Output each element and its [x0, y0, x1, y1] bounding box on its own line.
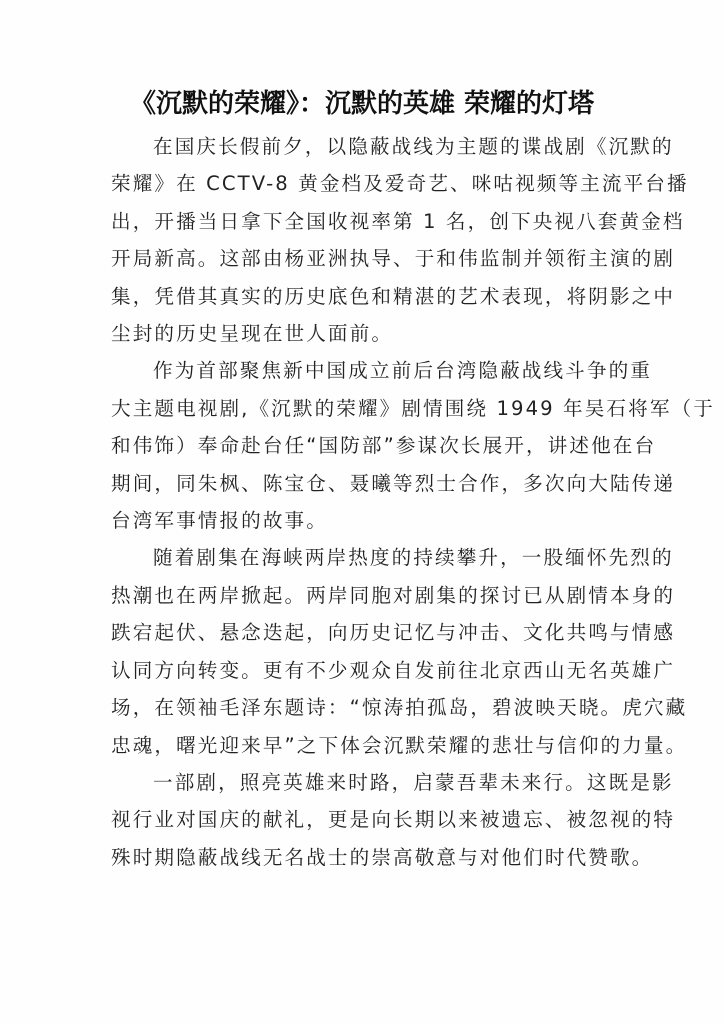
text-line: 集，凭借其真实的历史底色和精湛的艺术表现，将阴影之中 — [111, 284, 676, 308]
text-line: 忠魂，曙光迎来早”之下体会沉默荣耀的悲壮与信仰的力量。 — [111, 733, 688, 757]
text-line: 出，开播当日拿下全国收视率第 1 名，创下央视八套黄金档 — [111, 209, 685, 233]
text-line: 开局新高。这部由杨亚洲执导、于和伟监制并领衔主演的剧 — [111, 247, 676, 271]
paragraph-3 — [111, 539, 688, 763]
text-line: 和伟饰）奉命赴台任“国防部”参谋次长展开，讲述他在台 — [111, 434, 657, 458]
text-line: 跌宕起伏、悬念迭起，向历史记忆与冲击、文化共鸣与情感 — [111, 621, 676, 645]
text-line: 热潮也在两岸掀起。两岸同胞对剧集的探讨已从剧情本身的 — [111, 583, 676, 607]
text-line: 随着剧集在海峡两岸热度的持续攀升，一股缅怀先烈的 — [153, 546, 674, 570]
text-line: 尘封的历史呈现在世人面前。 — [111, 322, 394, 346]
paragraph-1 — [111, 128, 689, 352]
text-line: 作为首部聚焦新中国成立前后台湾隐蔽战线斗争的重 — [153, 359, 652, 383]
text-line: 台湾军事情报的故事。 — [111, 509, 328, 533]
text-line: 殊时期隐蔽战线无名战士的崇高敬意与对他们时代赞歌。 — [111, 845, 654, 869]
article-title: 《沉默的荣耀》：沉默的英雄 荣耀的灯塔 — [129, 89, 595, 119]
text-line: 荣耀》在 CCTV-8 黄金档及爱奇艺、咪咕视频等主流平台播 — [111, 172, 689, 196]
article-body — [111, 128, 715, 876]
paragraph-4 — [111, 764, 676, 876]
text-line: 视行业对国庆的献礼，更是向长期以来被遗忘、被忽视的特 — [111, 808, 676, 832]
text-line: 认同方向转变。更有不少观众自发前往北京西山无名英雄广 — [111, 658, 676, 682]
text-line: 期间，同朱枫、陈宝仓、聂曦等烈士合作，多次向大陆传递 — [111, 471, 676, 495]
text-line: 大主题电视剧,《沉默的荣耀》剧情围绕 1949 年吴石将军（于 — [111, 396, 715, 420]
paragraph-2 — [111, 352, 715, 539]
text-line: 一部剧，照亮英雄来时路，启蒙吾辈未来行。这既是影 — [153, 770, 674, 794]
text-line: 在国庆长假前夕，以隐蔽战线为主题的谍战剧《沉默的 — [153, 135, 674, 158]
text-line: 场，在领袖毛泽东题诗：“惊涛拍孤岛，碧波映天晓。虎穴藏 — [111, 696, 688, 720]
